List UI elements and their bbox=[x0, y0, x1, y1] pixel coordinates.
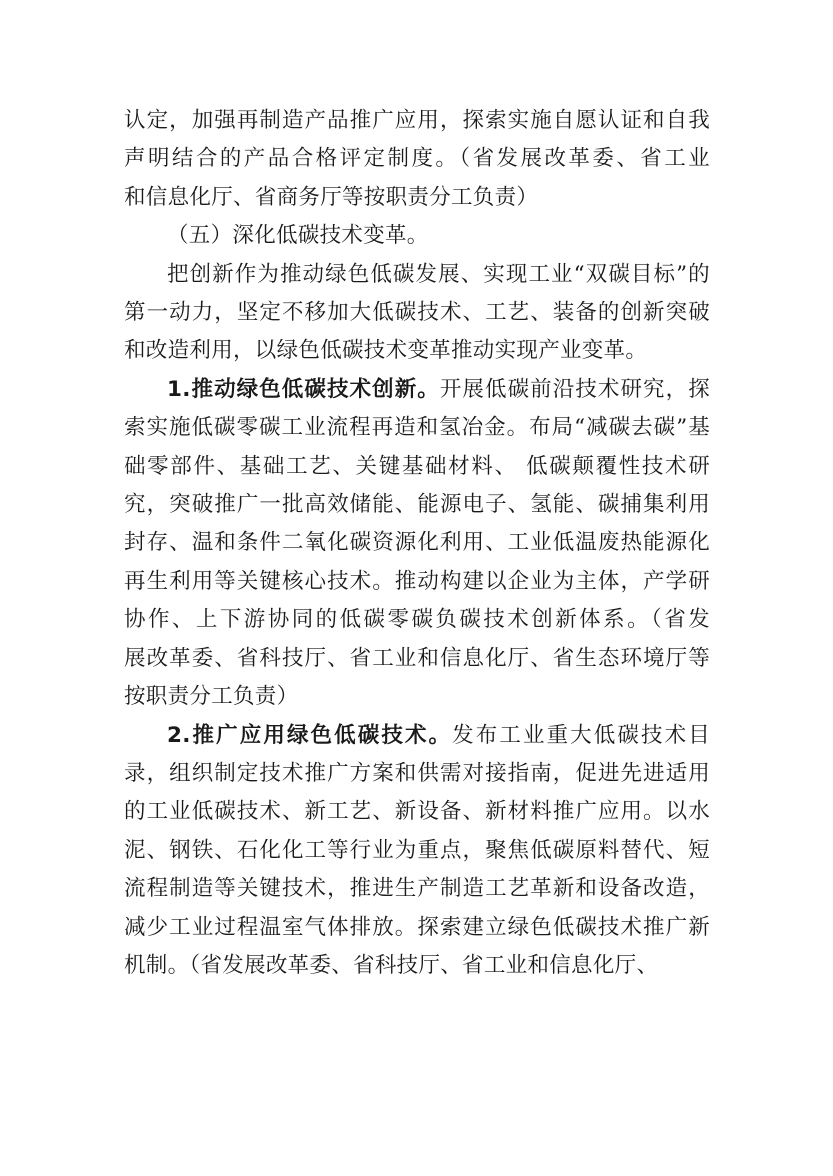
text-line: 础零部件、基础工艺、关键基础材料、 低碳颠覆性技术研 bbox=[124, 453, 710, 479]
text-line: 索实施低碳零碳工业流程再造和氢冶金。布局“减碳去碳”基 bbox=[124, 415, 710, 441]
text-line: 的工业低碳技术、新工艺、新设备、新材料推广应用。以水 bbox=[124, 799, 710, 825]
text-line: 流程制造等关键技术，推进生产制造工艺革新和设备改造， bbox=[124, 876, 710, 902]
paragraph-item-1 bbox=[124, 371, 710, 717]
section-heading-text: （五）深化低碳技术变革。 bbox=[167, 223, 429, 249]
paragraph bbox=[124, 256, 710, 371]
text-line: 录，组织制定技术推广方案和供需对接指南，促进先进适用 bbox=[124, 760, 710, 786]
item-text: 发布工业重大低碳技术目 bbox=[452, 722, 710, 748]
section-heading bbox=[124, 217, 710, 255]
text-line: 把创新作为推动绿色低碳发展、实现工业“双碳目标”的 bbox=[167, 261, 710, 287]
text-line: 机制。（省发展改革委、省科技厅、省工业和信息化厅、 bbox=[124, 952, 659, 978]
text-line: 认定，加强再制造产品推广应用，探索实施自愿认证和自我 bbox=[124, 108, 710, 133]
text-line: 展改革委、省科技厅、省工业和信息化厅、省生态环境厅等 bbox=[124, 645, 710, 671]
text-line: 和信息化厅、省商务厅等按职责分工负责） bbox=[124, 184, 539, 210]
body-text bbox=[124, 102, 710, 985]
item-heading: 1.推动绿色低碳技术创新。 bbox=[167, 376, 440, 402]
text-line: 究，突破推广一批高效储能、能源电子、氢能、碳捕集利用 bbox=[124, 492, 710, 518]
text-line bbox=[124, 371, 710, 409]
paragraph-item-2 bbox=[124, 717, 710, 986]
text-line: 再生利用等关键核心技术。推动构建以企业为主体，产学研 bbox=[124, 568, 710, 594]
text-line: 和改造利用，以绿色低碳技术变革推动实现产业变革。 bbox=[124, 338, 648, 364]
text-line: 封存、温和条件二氧化碳资源化利用、工业低温废热能源化 bbox=[124, 530, 710, 556]
text-line: 泥、钢铁、石化化工等行业为重点，聚焦低碳原料替代、短 bbox=[124, 837, 710, 863]
paragraph-continuation bbox=[124, 102, 710, 217]
text-line: 按职责分工负责） bbox=[124, 684, 299, 710]
text-line bbox=[124, 717, 710, 755]
text-line: 减少工业过程温室气体排放。探索建立绿色低碳技术推广新 bbox=[124, 914, 710, 940]
text-line: 协作、上下游协同的低碳零碳负碳技术创新体系。（省发 bbox=[124, 607, 710, 633]
item-heading: 2.推广应用绿色低碳技术。 bbox=[167, 722, 453, 748]
text-line: 声明结合的产品合格评定制度。（省发展改革委、省工业 bbox=[124, 146, 710, 172]
text-line: 第一动力，坚定不移加大低碳技术、工艺、装备的创新突破 bbox=[124, 300, 710, 326]
item-text: 开展低碳前沿技术研究，探 bbox=[439, 376, 711, 402]
